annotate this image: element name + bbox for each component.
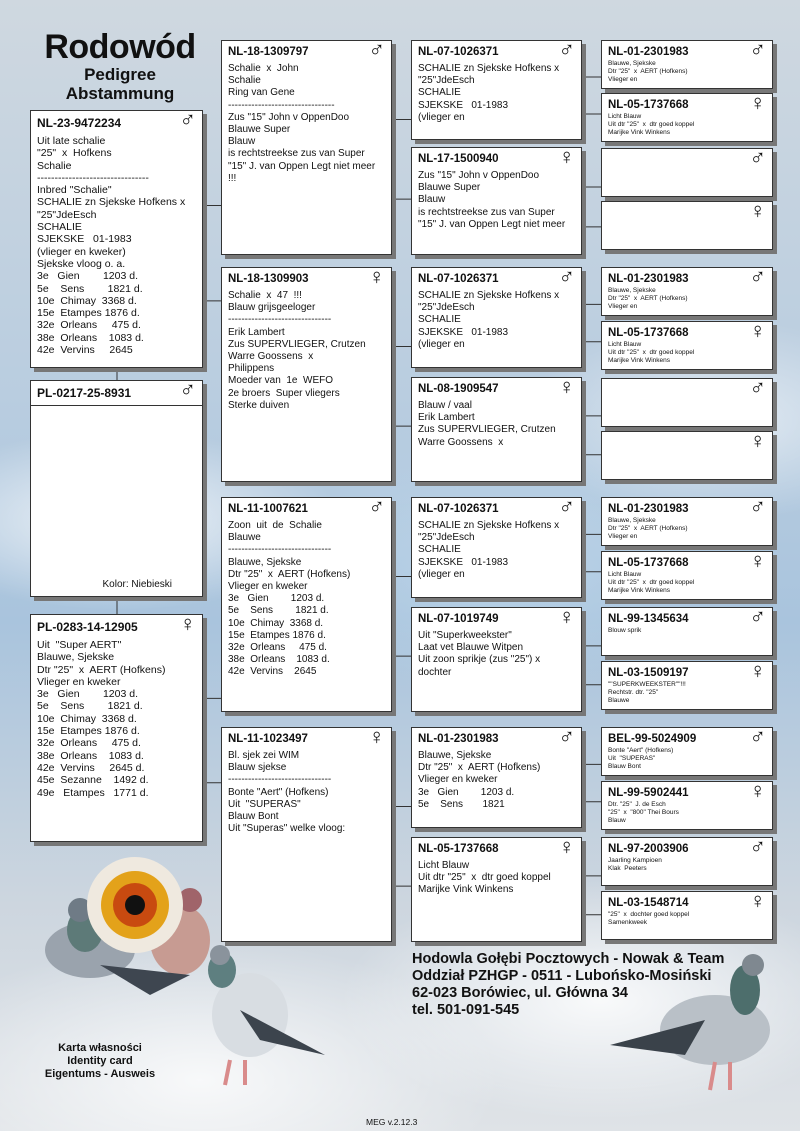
card-text-line: (vlieger en kweker) <box>37 245 126 258</box>
ring-number: NL-01-2301983 <box>608 503 689 515</box>
card-text-line: !!! <box>228 172 237 184</box>
card-text-line: Erik Lambert <box>418 412 475 424</box>
pedigree-card[interactable] <box>601 431 773 480</box>
card-text-line: Blauwe Super <box>228 124 291 136</box>
identity-en: Identity card <box>67 1055 133 1067</box>
ring-number <box>608 437 766 449</box>
male-icon: ♂ <box>179 380 196 402</box>
pedigree-card[interactable] <box>601 727 773 776</box>
male-icon: ♂ <box>749 40 766 62</box>
card-text-line: Bonte "Aert" (Hofkens) <box>608 747 674 754</box>
card-text-line: Bonte "Aert" (Hofkens) <box>228 786 329 798</box>
card-text-line: Marijke Vink Winkens <box>608 587 671 595</box>
card-text-line: 5e Sens 1821 d. <box>228 605 329 617</box>
card-text-line: 3e Gien 1203 d. <box>228 593 325 605</box>
male-icon: ♂ <box>558 267 575 289</box>
card-header <box>418 613 575 625</box>
breeder-branch: Oddział PZHGP - 0511 - Lubońsko-Mosiński <box>412 968 712 984</box>
ring-number: NL-07-1019749 <box>418 613 499 625</box>
card-text-line: Marijke Vink Winkens <box>418 884 514 896</box>
male-icon: ♂ <box>368 40 385 62</box>
ring-number: NL-07-1026371 <box>418 46 499 58</box>
pedigree-card[interactable] <box>601 551 773 600</box>
card-text-line: -------------------------------- <box>37 171 149 184</box>
card-text-line: 15e Etampes 1876 d. <box>228 629 326 641</box>
pedigree-card[interactable] <box>601 837 773 886</box>
ring-number: PL-0283-14-12905 <box>37 620 138 634</box>
card-text-line: Dtr "25" x AERT (Hofkens) <box>608 295 688 303</box>
card-text-line: SCHALIE <box>418 314 461 326</box>
card-text-line: Blauwe, Sjekske <box>608 517 656 524</box>
card-header <box>608 557 766 569</box>
card-text-line: Blauwe <box>228 532 261 544</box>
pedigree-card[interactable] <box>601 201 773 250</box>
card-text-line: Zus "15" John v OppenDoo <box>418 170 540 181</box>
identity-pl: Karta własności <box>58 1042 142 1054</box>
card-text-line: 5e Sens 1821 d. <box>37 700 143 713</box>
card-header <box>608 613 766 625</box>
male-icon: ♂ <box>749 148 766 170</box>
card-text-line: SCHALIE zn Sjekske Hofkens x <box>418 520 560 531</box>
ring-number <box>608 207 766 219</box>
card-text-line: Marijke Vink Winkens <box>608 129 671 137</box>
card-text-line: 5e Sens 1821 d. <box>37 282 143 295</box>
page-title <box>30 30 210 102</box>
title-abstammung: Abstammung <box>65 84 175 103</box>
subject-pigeon-card[interactable] <box>30 380 203 597</box>
card-text-line: 15e Etampes 1876 d. <box>37 307 140 320</box>
pedigree-card[interactable] <box>411 837 582 942</box>
card-text-line: Schalie <box>228 75 261 87</box>
pedigree-card[interactable] <box>601 148 773 197</box>
card-text-line: "25"JdeEsch <box>418 302 475 314</box>
pedigree-card[interactable] <box>221 727 392 942</box>
card-header <box>418 843 575 855</box>
card-header <box>228 46 385 58</box>
card-text-line: Vlieger en kweker <box>418 774 498 786</box>
pedigree-card[interactable] <box>601 40 773 89</box>
male-icon: ♂ <box>749 727 766 749</box>
male-icon: ♂ <box>368 497 385 519</box>
card-text-line: 3e Gien 1203 d. <box>418 786 515 798</box>
pedigree-card[interactable] <box>601 891 773 940</box>
breeder-address: 62-023 Borówiec, ul. Główna 34 <box>412 985 628 1001</box>
ring-number: NL-99-5902441 <box>608 787 689 799</box>
male-icon: ♂ <box>179 110 196 132</box>
ring-number: NL-05-1737668 <box>418 843 499 855</box>
pedigree-card[interactable] <box>411 497 582 598</box>
card-text-line: Licht Blauw <box>608 571 642 578</box>
ring-number: NL-01-2301983 <box>608 273 689 285</box>
pedigree-card[interactable] <box>411 607 582 712</box>
card-text-line: Vlieger en <box>608 76 638 84</box>
card-header <box>608 843 766 855</box>
pedigree-card[interactable] <box>411 377 582 482</box>
card-text-line: Uit "SUPERAS" <box>608 755 656 763</box>
card-text-line: Blauwe, Sjekske <box>608 287 656 294</box>
pedigree-card[interactable] <box>221 497 392 712</box>
card-header <box>37 620 196 634</box>
card-text-line: Blauw grijsgeeloger <box>228 302 316 314</box>
card-text-line: Licht Blauw <box>608 341 642 348</box>
card-text-line: Blouw sprik <box>608 627 642 634</box>
card-header <box>418 733 575 745</box>
ring-number: NL-17-1500940 <box>418 153 499 165</box>
card-text-line: "25"JdeEsch <box>418 75 475 87</box>
card-text-line: Laat vet Blauwe Witpen <box>418 642 524 654</box>
ring-number: NL-05-1737668 <box>608 99 689 111</box>
pedigree-card[interactable] <box>601 267 773 316</box>
card-text-line: 32e Orleans 475 d. <box>37 737 141 750</box>
card-text-line: Inbred "Schalie" <box>37 184 112 197</box>
card-text-line: 42e Vervins 2645 <box>37 344 133 357</box>
card-header <box>37 116 196 130</box>
ring-number: NL-07-1026371 <box>418 273 499 285</box>
pigeon-illustration-left <box>190 940 330 1090</box>
card-text-line: 2e broers Super vliegers <box>228 387 340 399</box>
card-text-line: Uit "Superkweekster" <box>418 630 512 641</box>
card-header <box>228 503 385 515</box>
card-text-line: Uit zoon sprikje (zus "25") x <box>418 654 541 666</box>
female-icon: ♀ <box>368 727 385 749</box>
card-text-line: Dtr "25" x AERT (Hofkens) <box>228 568 351 580</box>
card-header <box>608 99 766 111</box>
female-icon: ♀ <box>558 377 575 399</box>
card-text-line: Uit "Super AERT" <box>37 639 122 651</box>
card-text-line: SJEKSKE 01-1983 <box>418 99 509 111</box>
card-text-line: (vlieger en <box>418 111 465 123</box>
card-text-line: is rechtstreekse zus van Super <box>418 206 555 218</box>
card-text-line: SCHALIE <box>418 544 461 556</box>
ring-number: NL-11-1007621 <box>228 503 308 515</box>
card-text-line: Bl. sjek zei WIM <box>228 750 300 761</box>
female-icon: ♀ <box>749 431 766 453</box>
card-text-line: "25" x "800" Thei Bours <box>608 809 679 817</box>
pedigree-card[interactable] <box>411 40 582 140</box>
card-header <box>608 787 766 799</box>
card-text-line: Blauw <box>608 817 626 825</box>
card-text-line: 32e Orleans 475 d. <box>228 642 327 654</box>
female-icon: ♀ <box>749 551 766 573</box>
card-text-line: Uit "Superas" welke vloog: <box>228 823 346 835</box>
card-text-line: Philippens <box>228 363 275 375</box>
card-header <box>608 273 766 285</box>
card-text-line: dochter <box>418 666 452 678</box>
card-header <box>608 154 766 166</box>
pedigree-card[interactable] <box>411 267 582 368</box>
card-text-line: ------------------------------- <box>228 774 332 786</box>
card-text-line: "25"JdeEsch <box>37 208 97 221</box>
card-text-line: Moeder van 1e WEFO <box>228 375 334 387</box>
card-text-line: "15" J. van Oppen Legt niet meer <box>418 218 566 230</box>
color-label: Kolor: Niebieski <box>102 579 172 590</box>
card-header <box>608 503 766 515</box>
card-text-line: Uit dtr "25" x dtr goed koppel <box>608 349 695 357</box>
card-text-line: SCHALIE <box>37 221 82 234</box>
card-text-line: 3e Gien 1203 d. <box>37 270 138 283</box>
ring-number: NL-03-1548714 <box>608 897 689 909</box>
ring-number <box>608 384 766 396</box>
ring-number: NL-18-1309903 <box>228 273 309 285</box>
pedigree-card[interactable] <box>601 607 773 656</box>
card-text-line: Dtr "25" x AERT (Hofkens) <box>37 663 166 676</box>
card-header <box>608 327 766 339</box>
female-icon: ♀ <box>749 781 766 803</box>
card-text-line: Uit "SUPERAS" <box>228 798 301 810</box>
card-text-line: Zus SUPERVLIEGER, Crutzen <box>418 424 556 436</box>
card-header <box>418 383 575 395</box>
ring-number: NL-97-2003906 <box>608 843 689 855</box>
ring-number: NL-01-2301983 <box>418 733 499 745</box>
card-text-line: Blauwe Super <box>418 182 481 194</box>
ring-number: NL-23-9472234 <box>37 116 122 130</box>
card-text-line: 42e Vervins 2645 d. <box>37 761 145 774</box>
card-text-line: "25" x dochter goed koppel <box>608 911 690 918</box>
ring-number: NL-11-1023497 <box>228 733 308 745</box>
card-text-line: Zoon uit de Schalie <box>228 520 322 531</box>
card-text-line: SCHALIE zn Sjekske Hofkens x <box>418 290 560 301</box>
female-icon: ♀ <box>179 614 196 636</box>
card-text-line: Jaarling Kampioen <box>608 857 662 864</box>
card-text-line: Uit dtr "25" x dtr goed koppel <box>608 121 695 129</box>
title-pedigree: Pedigree <box>84 65 156 84</box>
title-rodowod: Rodowód <box>44 28 196 66</box>
female-icon: ♀ <box>558 837 575 859</box>
card-text-line: 49e Etampes 1771 d. <box>37 786 149 799</box>
male-icon: ♂ <box>558 497 575 519</box>
card-text-line: 45e Sezanne 1492 d. <box>37 774 149 787</box>
card-header <box>31 381 202 406</box>
female-icon: ♀ <box>749 93 766 115</box>
card-text-line: 3e Gien 1203 d. <box>37 688 138 701</box>
card-header <box>608 384 766 396</box>
male-icon: ♂ <box>749 607 766 629</box>
card-text-line: -------------------------------- <box>228 99 335 111</box>
card-text-line: 10e Chimay 3368 d. <box>37 712 137 725</box>
card-text-line: (vlieger en <box>418 568 465 580</box>
pedigree-card[interactable] <box>221 40 392 255</box>
card-text-line: Dtr "25" x AERT (Hofkens) <box>608 525 688 533</box>
card-text-line: Blauwe <box>608 697 630 705</box>
male-icon: ♂ <box>749 267 766 289</box>
card-text-line: Uit late schalie <box>37 135 106 147</box>
card-text-line: SJEKSKE 01-1983 <box>37 233 132 246</box>
female-icon: ♀ <box>749 321 766 343</box>
card-text-line: Uit dtr "25" x dtr goed koppel <box>418 872 551 884</box>
card-text-line: Licht Blauw <box>418 860 470 871</box>
male-icon: ♂ <box>558 727 575 749</box>
ring-number: NL-05-1737668 <box>608 327 689 339</box>
male-icon: ♂ <box>749 497 766 519</box>
card-text-line: Schalie x John <box>228 63 299 74</box>
pedigree-card[interactable] <box>221 267 392 482</box>
card-text-line: 38e Orleans 1083 d. <box>37 331 144 344</box>
card-text-line: SCHALIE <box>418 87 461 99</box>
card-text-line: Sjekske vloog o. a. <box>37 257 126 270</box>
ring-number <box>608 154 766 166</box>
card-text-line: Dtr "25" x AERT (Hofkens) <box>608 68 688 76</box>
male-icon: ♂ <box>749 837 766 859</box>
card-text-line: SCHALIE zn Sjekske Hofkens x <box>37 196 186 209</box>
card-text-line: Dtr. "25" J. de Esch <box>608 801 666 808</box>
card-text-line: Blauwe, Sjekske <box>228 556 302 568</box>
card-header <box>228 273 385 285</box>
card-header <box>608 207 766 219</box>
card-header <box>418 46 575 58</box>
card-text-line: 10e Chimay 3368 d. <box>37 294 137 307</box>
card-text-line: Samenkweek <box>608 919 648 927</box>
card-text-line: Dtr "25" x AERT (Hofkens) <box>418 762 541 774</box>
card-text-line: Rechtstr. dtr. "25" <box>608 689 659 697</box>
card-text-line: Sterke duiven <box>228 399 290 411</box>
pedigree-card[interactable] <box>601 378 773 427</box>
female-icon: ♀ <box>558 147 575 169</box>
card-header <box>418 153 575 165</box>
card-text-line: 38e Orleans 1083 d. <box>37 749 144 762</box>
card-text-line: Marijke Vink Winkens <box>608 357 671 365</box>
card-header <box>228 733 385 745</box>
pedigree-card[interactable] <box>411 727 582 828</box>
pedigree-card[interactable] <box>601 93 773 142</box>
pedigree-card[interactable] <box>601 497 773 546</box>
card-text-line: (vlieger en <box>418 338 465 350</box>
pigeon-eye-illustration <box>30 845 210 1025</box>
card-header <box>608 437 766 449</box>
card-text-line: Zus SUPERVLIEGER, Crutzen <box>228 338 366 350</box>
ring-number: NL-01-2301983 <box>608 46 689 58</box>
card-text-line: Uit dtr "25" x dtr goed koppel <box>608 579 695 587</box>
female-icon: ♀ <box>749 661 766 683</box>
card-header <box>608 897 766 909</box>
card-text-line: Schalie x 47 !!! <box>228 290 302 301</box>
identity-de: Eigentums - Ausweis <box>44 1068 156 1080</box>
card-text-line: Blauwe, Sjekske <box>37 651 115 664</box>
card-text-line: is rechtstreekse zus van Super <box>228 148 365 160</box>
male-icon: ♂ <box>749 378 766 400</box>
card-header <box>608 733 766 745</box>
card-text-line: Warre Goossens x <box>228 351 314 363</box>
ring-number: NL-05-1737668 <box>608 557 689 569</box>
card-text-line: 38e Orleans 1083 d. <box>228 654 330 666</box>
card-text-line: SJEKSKE 01-1983 <box>418 326 509 338</box>
card-text-line: 5e Sens 1821 <box>418 798 505 810</box>
card-header <box>418 273 575 285</box>
pedigree-card[interactable] <box>601 781 773 830</box>
pedigree-card[interactable] <box>601 321 773 370</box>
card-text-line: Vlieger en <box>608 533 638 541</box>
card-text-line: "25" x Hofkens <box>37 147 112 160</box>
card-header <box>418 503 575 515</box>
card-text-line: Warre Goossens x <box>418 436 504 448</box>
card-text-line: Zus "15" John v OppenDoo <box>228 111 350 123</box>
card-text-line: 42e Vervins 2645 <box>228 666 317 678</box>
ring-number: NL-18-1309797 <box>228 46 309 58</box>
card-text-line: Blauw sjekse <box>228 762 287 774</box>
card-text-line: Blauw Bont <box>608 763 641 771</box>
female-icon: ♀ <box>558 607 575 629</box>
card-text-line: Blauw <box>228 136 256 148</box>
pedigree-card[interactable] <box>411 147 582 255</box>
card-text-line: "25"JdeEsch <box>418 532 475 544</box>
ring-number: PL-0217-25-8931 <box>37 386 132 400</box>
ring-number: NL-03-1509197 <box>608 667 689 679</box>
card-text-line: Blauwe, Sjekske <box>608 60 656 67</box>
breeder-info <box>412 951 724 1019</box>
card-text-line: Blauw Bont <box>228 811 279 823</box>
card-text-line: Licht Blauw <box>608 113 642 120</box>
card-text-line: Schalie <box>37 159 72 172</box>
ring-number: NL-08-1909547 <box>418 383 499 395</box>
breeder-phone: tel. 501-091-545 <box>412 1002 520 1018</box>
breeder-name: Hodowla Gołębi Pocztowych - Nowak & Team <box>412 951 725 967</box>
card-text-line: 32e Orleans 475 d. <box>37 319 141 332</box>
card-text-line: SJEKSKE 01-1983 <box>418 556 509 568</box>
identity-card-label <box>20 1042 180 1081</box>
ring-number: NL-99-1345634 <box>608 613 689 625</box>
ring-number: BEL-99-5024909 <box>608 733 697 745</box>
card-text-line: ""SUPERKWEEKSTER""!!! <box>608 681 686 688</box>
card-text-line: ------------------------------- <box>228 544 332 556</box>
pedigree-card[interactable] <box>601 661 773 710</box>
card-text-line: Vlieger en kweker <box>37 675 121 688</box>
female-icon: ♀ <box>749 201 766 223</box>
male-icon: ♂ <box>558 40 575 62</box>
card-text-line: Blauw <box>418 194 446 206</box>
female-icon: ♀ <box>368 267 385 289</box>
card-text-line: 10e Chimay 3368 d. <box>228 617 324 629</box>
ring-number: NL-07-1026371 <box>418 503 499 515</box>
card-text-line: Klak Peeters <box>608 865 647 873</box>
card-text-line: Vlieger en <box>608 303 638 311</box>
card-text-line: Ring van Gene <box>228 87 295 99</box>
card-text-line: "15" J. van Oppen Legt niet meer <box>228 160 376 172</box>
card-text-line: Vlieger en kweker <box>228 581 308 593</box>
card-text-line: ------------------------------- <box>228 314 332 326</box>
card-text-line: Erik Lambert <box>228 326 285 338</box>
software-version: MEG v.2.12.3 <box>366 1117 418 1127</box>
card-text-line: SCHALIE zn Sjekske Hofkens x <box>418 63 560 74</box>
card-text-line: 15e Etampes 1876 d. <box>37 725 140 738</box>
pedigree-card[interactable] <box>30 614 203 842</box>
female-icon: ♀ <box>749 891 766 913</box>
card-header <box>608 667 766 679</box>
card-text-line: Blauwe, Sjekske <box>418 750 492 761</box>
card-text-line: Blauw / vaal <box>418 400 472 411</box>
card-header <box>608 46 766 58</box>
pedigree-card[interactable] <box>30 110 203 368</box>
